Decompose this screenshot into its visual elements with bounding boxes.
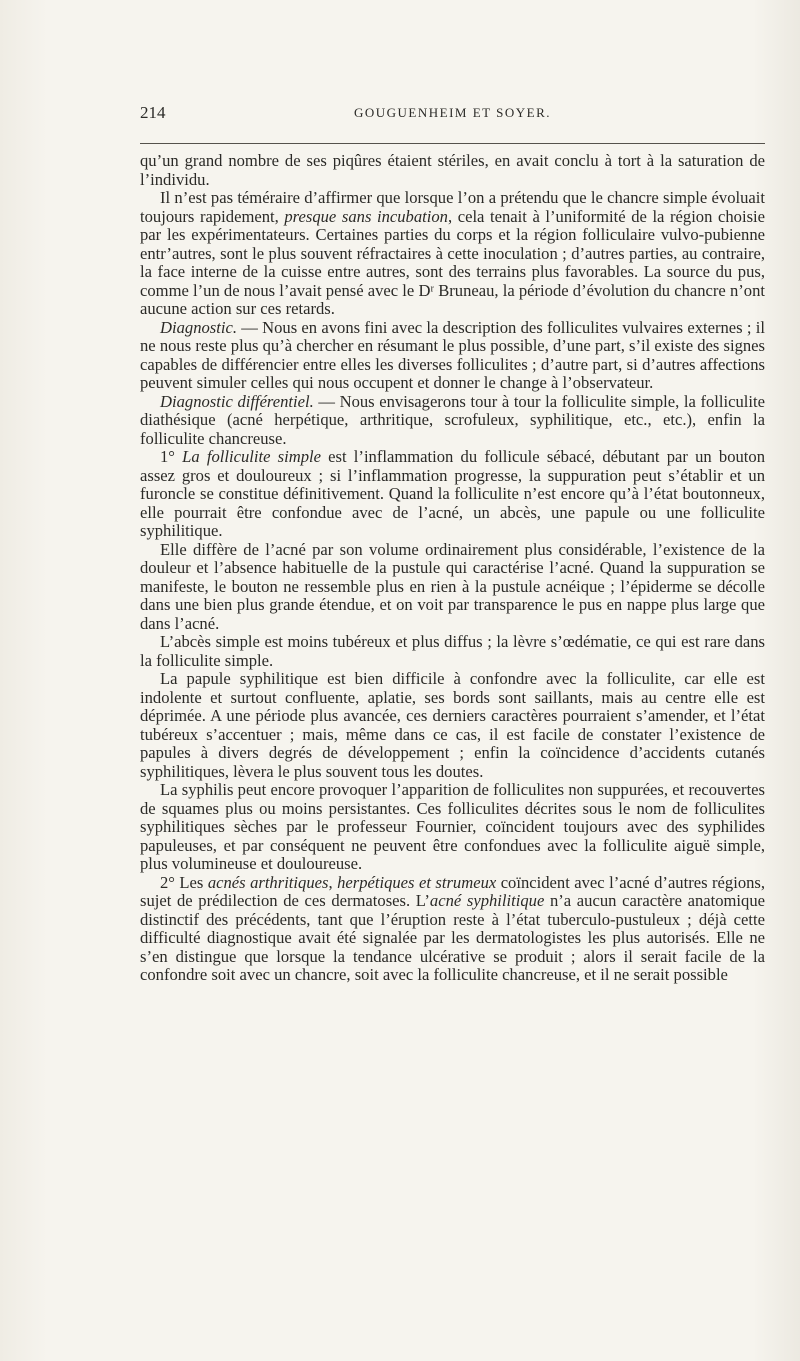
text-run: qu’un grand nombre de ses piqûres étaient stériles, en avait conclu à tort à la saturation de l’individu. bbox=[140, 151, 765, 189]
text-run: coïncident avec l’acné d’autres régions, sujet de prédilection de ces dermatoses. L’ bbox=[140, 872, 766, 910]
text-run: La syphilis peut encore provoquer l’apparition de folliculites non suppurées, et recouvertes de squames plus ou moins persistantes. Ces folliculites décrites sous le nom de folliculites syphilitiques sèches par le professeur Fournier, coïncident toujours avec des syphilides papuleuses, et par conséquent ne peuvent être confondues avec la folliculite aiguë simple, plus volumineuse et douloureuse. bbox=[140, 780, 765, 873]
text-run: — Nous envisagerons tour à tour la folliculite simple, la folliculite diathésique (acné herpétique, arthritique, scrofuleux, syphilitique, etc., etc.), enfin la folliculite chancreuse. bbox=[140, 391, 765, 448]
body-text bbox=[140, 152, 765, 985]
text-run: n’a aucun caractère anatomique distinctif des précédents, tant que l’éruption reste à l’état tuberculo-pustuleux ; déjà cette difficulté diagnostique avait été signalée par les dermatologistes les plus autorisés. Elle ne s’en distingue que lorsque la tendance ulcérative se produit ; alors il serait facile de la confondre soit avec un chancre, soit avec la folliculite chancreuse, et il ne serait possible bbox=[140, 891, 765, 984]
text-run: 1° bbox=[160, 447, 183, 466]
paragraph bbox=[140, 670, 765, 781]
italic-text: Diagnostic. bbox=[160, 317, 237, 337]
paragraph bbox=[140, 448, 765, 541]
text-run: 2° Les bbox=[160, 872, 208, 892]
text-run: L’abcès simple est moins tubéreux et plus diffus ; la lèvre s’œdématie, ce qui est rare dans la folliculite simple. bbox=[140, 632, 765, 670]
text-run: La papule syphilitique est bien difficile à confondre avec la folliculite, car elle est indolente et surtout confluente, aplatie, ses bords sont saillants, mais au centre elle est déprimée. A une période plus avancée, ces derniers caractères pourraient s’amender, et l’état tubéreux s’accentuer ; mais, même dans ce cas, il est facile de constater l’existence de papules à divers degrés de développement ; enfin la coïncidence d’accidents cutanés syphilitiques, lèvera le plus souvent tous les doutes. bbox=[140, 669, 765, 781]
text-run: Elle diffère de l’acné par son volume ordinairement plus considérable, l’existence de la douleur et l’absence habituelle de la pustule qui caractérise l’acné. Quand la suppuration se manifeste, le bouton ne ressemble plus en rien à la pustule acnéique ; l’épiderme se décolle dans une bien plus grande étendue, et on voit par transparence le pus en nappe plus large que dans l’acné. bbox=[140, 539, 765, 633]
page-number: 214 bbox=[140, 103, 166, 122]
running-head bbox=[140, 103, 765, 133]
text-run: Il n’est pas téméraire d’affirmer que lorsque l’on a prétendu que le chancre simple évoluait toujours rapidement, bbox=[140, 188, 765, 226]
paragraph bbox=[140, 393, 765, 449]
italic-text: herpétiques et strumeux bbox=[337, 872, 497, 892]
paragraph bbox=[140, 874, 765, 985]
italic-text: Diagnostic différentiel. bbox=[160, 391, 314, 411]
paragraph bbox=[140, 319, 765, 393]
text-run: — Nous en avons fini avec la description des folliculites vulvaires externes ; il ne nous reste plus qu’à chercher en résumant le plus possible, d’une part, s’il existe des signes capables de différencier entre elles les diverses folliculites ; d’autre part, si d’autres affections peuvent simuler celles qui nous occupent et donner le change à l’observateur. bbox=[140, 317, 765, 392]
text-run: , cela tenait à l’uniformité de la région choisie par les expérimentateurs. Certaines parties du corps et la région folliculaire vulvo-pubienne entr’autres, sont le plus souvent réfractaires à cette inoculation ; d’autres parties, au contraire, la face interne de la cuisse entre autres, sont des terrains plus favorables. La source du pus, comme l’un de nous l’avait pensé avec le Dʳ Bruneau, la période d’évolution du chancre n’ont aucune action sur ces retards. bbox=[140, 206, 765, 318]
paragraph bbox=[140, 541, 765, 634]
text-run: , bbox=[328, 872, 338, 892]
paragraph bbox=[140, 633, 765, 670]
italic-text: acnés arthritiques bbox=[207, 872, 329, 892]
italic-text: La folliculite simple bbox=[182, 447, 321, 466]
text-run: est l’inflammation du follicule sébacé, débutant par un bouton assez gros et douloureux ; si l’inflammation progresse, la suppuration peut s’établir et un furoncle se constitue définitivement. Quand la folliculite n’est encore qu’à l’état boutonneux, elle pourrait être confondue avec de l’acné, un abcès, une papule ou une folliculite syphilitique. bbox=[140, 447, 765, 540]
italic-text: presque sans incubation bbox=[284, 206, 448, 226]
running-title: GOUGUENHEIM ET SOYER. bbox=[353, 105, 551, 120]
paragraph bbox=[140, 781, 765, 874]
header-rule bbox=[140, 143, 765, 144]
paragraph bbox=[140, 152, 765, 189]
paragraph bbox=[140, 189, 765, 319]
italic-text: acné syphilitique bbox=[429, 891, 545, 910]
